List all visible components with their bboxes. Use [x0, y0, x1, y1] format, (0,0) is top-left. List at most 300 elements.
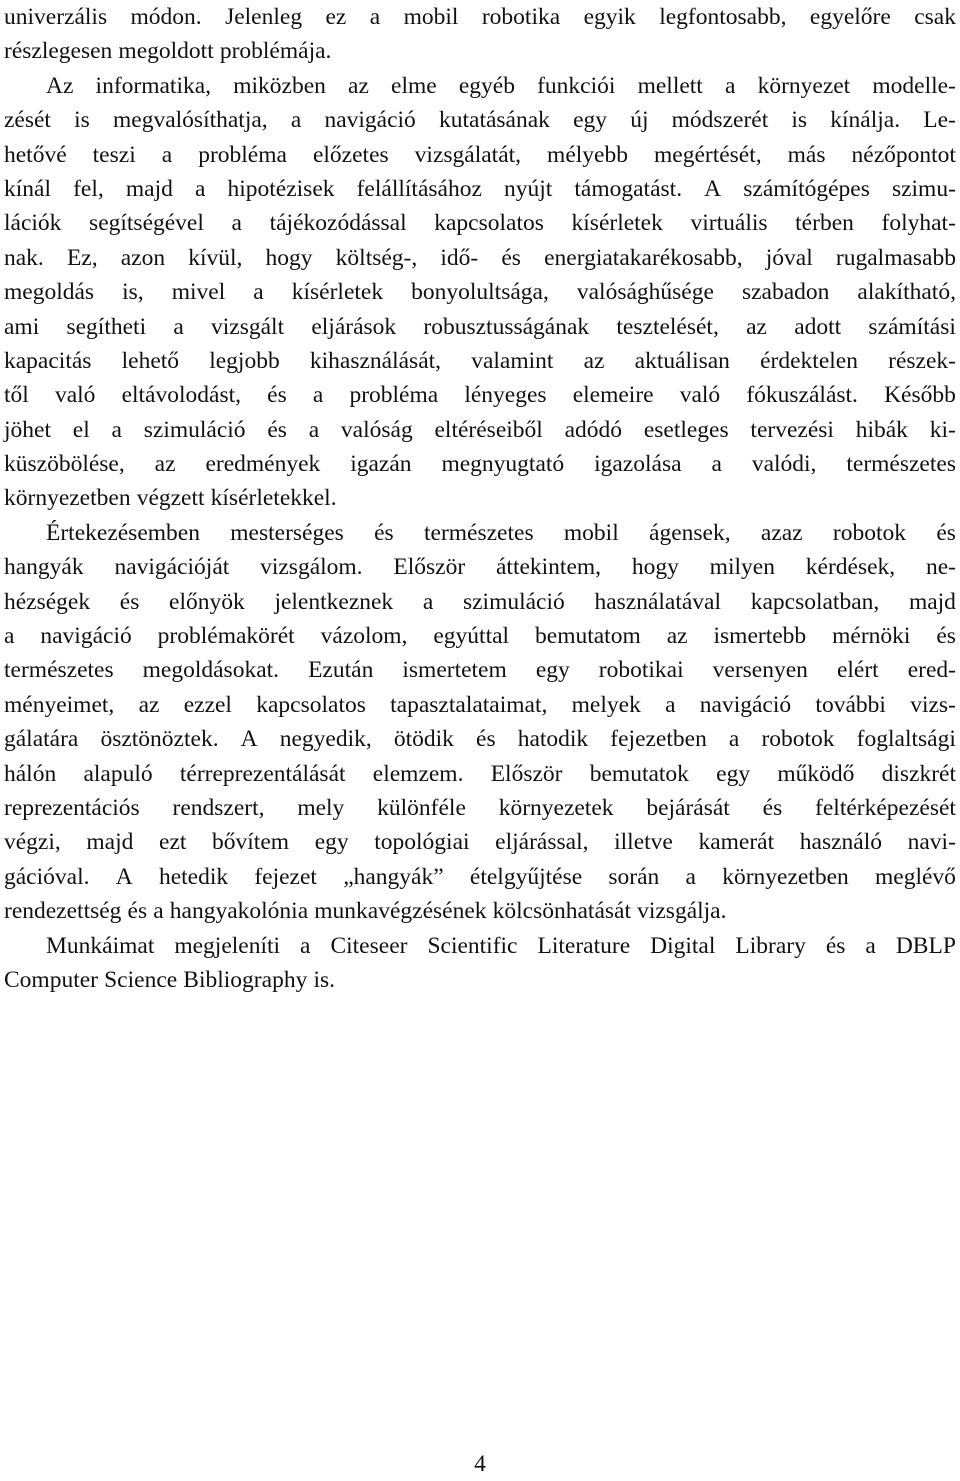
word: módon. — [130, 4, 202, 30]
word: ki- — [929, 416, 956, 443]
word: teszi — [92, 141, 136, 168]
word: kapacitás — [4, 347, 92, 374]
word: is — [791, 107, 808, 134]
word: ösztönöztek. — [100, 726, 219, 753]
word: során — [608, 863, 660, 890]
word: elért — [836, 657, 879, 684]
word: az — [666, 623, 688, 650]
word: bővítem — [212, 829, 290, 856]
word: ételgyűjtése — [469, 863, 583, 890]
word: rendezettség — [4, 898, 122, 925]
word: problémája. — [219, 38, 332, 65]
word: kínál — [4, 175, 51, 202]
text-line — [4, 0, 956, 34]
word: rugalmasabb — [835, 244, 956, 271]
word: univerzális — [4, 4, 108, 30]
word: fejezet — [254, 863, 317, 890]
word: igazán — [350, 451, 412, 478]
word: elemeire — [572, 382, 654, 409]
word: a — [231, 210, 242, 237]
word: foglaltsági — [856, 726, 956, 753]
word: A — [240, 726, 258, 753]
text-line — [4, 378, 956, 412]
word: Citeseer — [330, 932, 408, 959]
word: ez — [325, 4, 347, 30]
document-page — [4, 0, 956, 997]
word: egyelőre — [809, 4, 891, 30]
text-line — [4, 481, 956, 515]
word: fel, — [73, 175, 104, 202]
page-number: 4 — [474, 1451, 486, 1477]
word: a — [161, 141, 173, 168]
word: navi- — [907, 829, 956, 856]
word: ered- — [907, 657, 956, 684]
word: kínálja. — [830, 107, 901, 134]
text-line — [4, 860, 956, 894]
word: a — [312, 382, 324, 409]
word: egyúttal — [433, 623, 510, 650]
word: valósághűsége — [576, 279, 714, 306]
word: bejárását — [646, 794, 730, 821]
word: problémakörét — [157, 623, 295, 650]
word: valódi, — [751, 451, 817, 478]
text-line — [4, 172, 956, 206]
word: Science — [104, 966, 178, 993]
text-line — [4, 653, 956, 687]
word: robotok — [761, 726, 835, 753]
word: módszerét — [671, 107, 769, 134]
word: kölcsönhatását — [492, 898, 631, 925]
word: feltérképezését — [815, 794, 956, 821]
word: navigációját — [114, 554, 230, 581]
text-line — [4, 619, 956, 653]
word: alakítható, — [857, 279, 956, 306]
word: hogy — [265, 244, 313, 271]
word: versenyen — [712, 657, 808, 684]
word: csak — [914, 4, 956, 30]
word: és — [825, 932, 846, 959]
text-line — [4, 963, 956, 997]
word: milyen — [709, 554, 775, 581]
word: a — [422, 588, 434, 615]
word: támogatást. — [574, 175, 683, 202]
word: a — [111, 416, 122, 443]
word: és — [476, 726, 496, 753]
text-line — [4, 791, 956, 825]
word: hangyakolónia — [169, 898, 309, 925]
word: robusztusságának — [423, 313, 590, 340]
word: ötödik — [393, 726, 454, 753]
word: kapcsolatban, — [750, 588, 880, 615]
word: költség-, — [335, 244, 418, 271]
word: szimu- — [891, 175, 956, 202]
word: környezet — [757, 72, 851, 99]
word: kérdések, — [805, 554, 896, 581]
word: ismertetem — [402, 657, 507, 684]
word: működő — [777, 760, 855, 787]
word: és — [936, 519, 956, 546]
word: hálón — [4, 760, 57, 787]
word: energiatakarékosabb, — [544, 244, 743, 271]
word: vázolom, — [320, 623, 408, 650]
word: azaz — [760, 519, 803, 546]
word: a — [685, 863, 696, 890]
word: bemutatom — [535, 623, 641, 650]
word: mesterséges — [230, 519, 344, 546]
word: hogy — [631, 554, 679, 581]
word: valóság — [340, 416, 413, 443]
word: jóval — [765, 244, 813, 271]
word: hangyák — [4, 554, 84, 581]
text-line — [4, 516, 956, 550]
word: tesztelését, — [616, 313, 719, 340]
word: alapuló — [83, 760, 153, 787]
word: lációk — [4, 210, 62, 237]
word: mely — [297, 794, 345, 821]
word: esetleges — [643, 416, 729, 443]
text-line — [4, 344, 956, 378]
word: diszkrét — [881, 760, 956, 787]
word: virtuális — [690, 210, 768, 237]
word: Jelenleg — [225, 4, 303, 30]
word: eredmények — [205, 451, 321, 478]
word: a — [153, 898, 164, 925]
word: Először — [393, 554, 466, 581]
word: részek- — [888, 347, 956, 374]
word: természetes — [4, 657, 114, 684]
word: meglévő — [875, 863, 956, 890]
text-line — [4, 688, 956, 722]
word: megoldás — [4, 279, 95, 306]
word: legfontosabb, — [659, 4, 787, 30]
word: segítheti — [66, 313, 147, 340]
word: mérnöki — [832, 623, 911, 650]
word: előzetes — [312, 141, 389, 168]
word: használó — [799, 829, 882, 856]
word: a — [194, 175, 206, 202]
word: informatika, — [95, 72, 212, 99]
word: nak. — [4, 244, 44, 271]
word: segítségével — [89, 210, 204, 237]
word: tájékozódással — [269, 210, 407, 237]
word: eljárással, — [495, 829, 589, 856]
word: különféle — [377, 794, 466, 821]
word: Le- — [923, 107, 956, 134]
word: navigáció — [699, 691, 792, 718]
word: felállításához — [356, 175, 482, 202]
word: végzett — [136, 485, 205, 512]
word: legjobb — [209, 347, 280, 374]
text-line — [4, 69, 956, 103]
word: környezetek — [498, 794, 614, 821]
text-line — [4, 34, 956, 68]
word: egy — [314, 829, 349, 856]
text-line — [4, 275, 956, 309]
word: kutatásának — [438, 107, 550, 134]
word: természetes — [423, 519, 534, 546]
text-line — [4, 722, 956, 756]
word: megoldásokat. — [142, 657, 280, 684]
word: az — [138, 691, 160, 718]
text-line — [4, 894, 956, 928]
word: robotikai — [598, 657, 684, 684]
word: érdektelen — [760, 347, 858, 374]
word: is — [74, 107, 90, 134]
word: ezt — [159, 829, 187, 856]
word: Scientific — [427, 932, 518, 959]
word: jelentkeznek — [274, 588, 394, 615]
word: zését — [4, 107, 51, 134]
word: hézségek — [4, 588, 91, 615]
word: tapasztalataimat, — [390, 691, 548, 718]
word: valamint — [471, 347, 554, 374]
word: adott — [794, 313, 842, 340]
word: Értekezésemben — [46, 519, 200, 546]
word: egy — [535, 657, 570, 684]
word: funkciói — [537, 72, 616, 99]
word: használatával — [594, 588, 722, 615]
word: kívül, — [188, 244, 243, 271]
word: Literature — [537, 932, 631, 959]
word: robotok — [832, 519, 907, 546]
word: majd — [908, 588, 956, 615]
word: modelle- — [872, 72, 956, 99]
text-line — [4, 206, 956, 240]
word: „hangyák” — [343, 863, 444, 890]
word: egyéb — [458, 72, 515, 99]
word: Computer — [4, 966, 98, 993]
word: kísérletek — [291, 279, 384, 306]
word: a — [4, 623, 15, 650]
word: ezzel — [183, 691, 232, 718]
word: és — [267, 382, 287, 409]
word: idő- — [440, 244, 479, 271]
text-line — [4, 757, 956, 791]
word: természetes — [846, 451, 956, 478]
word: környezetben — [4, 485, 131, 512]
word: illetve — [614, 829, 673, 856]
word: Bibliography — [183, 966, 308, 993]
word: fókuszálást. — [746, 382, 858, 409]
word: jöhet — [4, 416, 51, 443]
word: a — [728, 726, 740, 753]
word: ami — [4, 313, 40, 340]
word: ismertebb — [713, 623, 807, 650]
word: a — [369, 4, 381, 30]
word: gációval. — [4, 863, 90, 890]
word: szabadon — [741, 279, 830, 306]
text-line — [4, 929, 956, 963]
word: ágensek, — [649, 519, 731, 546]
word: melyek — [571, 691, 641, 718]
word: rendszert, — [172, 794, 265, 821]
word: fejezetben — [610, 726, 707, 753]
word: szimuláció — [462, 588, 565, 615]
word: számítási — [868, 313, 956, 340]
word: kamerát — [698, 829, 775, 856]
word: el — [72, 416, 90, 443]
word: küszöbölése, — [4, 451, 125, 478]
word: ne- — [925, 554, 956, 581]
word: A — [115, 863, 133, 890]
word: Az — [46, 72, 74, 99]
word: szimuláció — [143, 416, 246, 443]
word: megnyugtató — [441, 451, 565, 478]
word: a — [253, 279, 264, 306]
text-line — [4, 447, 956, 481]
word: az — [746, 313, 767, 340]
word: vizsgálom. — [260, 554, 363, 581]
word: mobil — [563, 519, 619, 546]
word: környezetben — [722, 863, 849, 890]
word: számítógépes — [743, 175, 870, 202]
word: egy — [716, 760, 751, 787]
word: mobil — [403, 4, 459, 30]
word: elemzem. — [372, 760, 464, 787]
word: kapcsolatos — [256, 691, 366, 718]
word: térben — [795, 210, 854, 237]
word: a — [865, 932, 876, 959]
word: kísérletek — [571, 210, 663, 237]
word: eltéréseiből — [434, 416, 543, 443]
word: hipotézisek — [227, 175, 335, 202]
word: navigáció — [324, 107, 416, 134]
word: is. — [313, 966, 335, 993]
word: a — [300, 932, 311, 959]
word: vizsgálja. — [637, 898, 727, 925]
word: negyedik, — [279, 726, 372, 753]
word: egyik — [583, 4, 636, 30]
word: mélyebb — [547, 141, 628, 168]
word: és — [127, 898, 148, 925]
word: végzi, — [4, 829, 61, 856]
text-line — [4, 825, 956, 859]
paragraph — [4, 69, 956, 516]
word: navigáció — [40, 623, 132, 650]
text-line — [4, 550, 956, 584]
word: folyhat- — [881, 210, 956, 237]
word: hatodik — [517, 726, 589, 753]
word: munkavégzésének — [314, 898, 487, 925]
word: eltávolodást, — [121, 382, 241, 409]
word: az — [154, 451, 176, 478]
word: mellett — [637, 72, 703, 99]
word: gálatára — [4, 726, 79, 753]
word: további — [815, 691, 886, 718]
word: bonyolultsága, — [411, 279, 549, 306]
word: és — [762, 794, 783, 821]
word: megvalósíthatja, — [113, 107, 268, 134]
word: azon — [120, 244, 166, 271]
word: az — [583, 347, 605, 374]
word: igazolása — [594, 451, 682, 478]
text-line — [4, 103, 956, 137]
word: ményeimet, — [4, 691, 115, 718]
word: egy — [573, 107, 608, 134]
word: való — [679, 382, 721, 409]
word: lehető — [121, 347, 180, 374]
word: nyújt — [503, 175, 553, 202]
word: vizs- — [910, 691, 956, 718]
word: hetővé — [4, 141, 67, 168]
word: vizsgált — [211, 313, 285, 340]
word: új — [630, 107, 649, 134]
word: topológiai — [374, 829, 470, 856]
word: előnyök — [169, 588, 245, 615]
word: és — [119, 588, 140, 615]
word: nézőpontot — [851, 141, 956, 168]
word: tervezési — [750, 416, 834, 443]
word: és — [267, 416, 287, 443]
text-line — [4, 310, 956, 344]
word: más — [787, 141, 826, 168]
paragraph — [4, 929, 956, 998]
word: az — [348, 72, 369, 99]
word: Először — [490, 760, 563, 787]
word: DBLP — [895, 932, 956, 959]
word: majd — [86, 829, 134, 856]
word: Ez, — [66, 244, 98, 271]
word: a — [173, 313, 184, 340]
word: probléma — [198, 141, 287, 168]
word: Később — [884, 382, 956, 409]
word: től — [4, 382, 29, 409]
word: térreprezentálását — [179, 760, 346, 787]
word: való — [54, 382, 96, 409]
word: hibák — [855, 416, 908, 443]
text-line — [4, 138, 956, 172]
word: is, — [122, 279, 144, 306]
word: megjeleníti — [174, 932, 281, 959]
word: bemutatok — [589, 760, 689, 787]
word: aktuálisan — [634, 347, 730, 374]
word: megoldott — [118, 38, 214, 65]
word: kísérletekkel. — [210, 485, 337, 512]
word: a — [308, 416, 320, 443]
paragraph — [4, 516, 956, 929]
text-line — [4, 241, 956, 275]
word: a — [711, 451, 722, 478]
word: kihasználását, — [309, 347, 442, 374]
word: és — [374, 519, 394, 546]
word: majd — [125, 175, 173, 202]
word: és — [501, 244, 521, 271]
word: részlegesen — [4, 38, 113, 65]
word: a — [290, 107, 302, 134]
word: a — [724, 72, 736, 99]
word: lényeges — [464, 382, 547, 409]
word: Library — [735, 932, 806, 959]
word: Ezután — [308, 657, 374, 684]
paragraph — [4, 0, 956, 69]
word: A — [704, 175, 722, 202]
word: a — [665, 691, 676, 718]
text-line — [4, 585, 956, 619]
word: áttekintem, — [495, 554, 602, 581]
word: megértését, — [653, 141, 762, 168]
word: és — [936, 623, 956, 650]
word: miközben — [233, 72, 326, 99]
word: adódó — [564, 416, 623, 443]
word: eljárások — [311, 313, 397, 340]
word: Digital — [650, 932, 716, 959]
text-line — [4, 413, 956, 447]
word: vizsgálatát, — [414, 141, 522, 168]
word: hetedik — [158, 863, 229, 890]
word: kapcsolatos — [434, 210, 544, 237]
word: probléma — [349, 382, 439, 409]
word: mivel — [171, 279, 226, 306]
